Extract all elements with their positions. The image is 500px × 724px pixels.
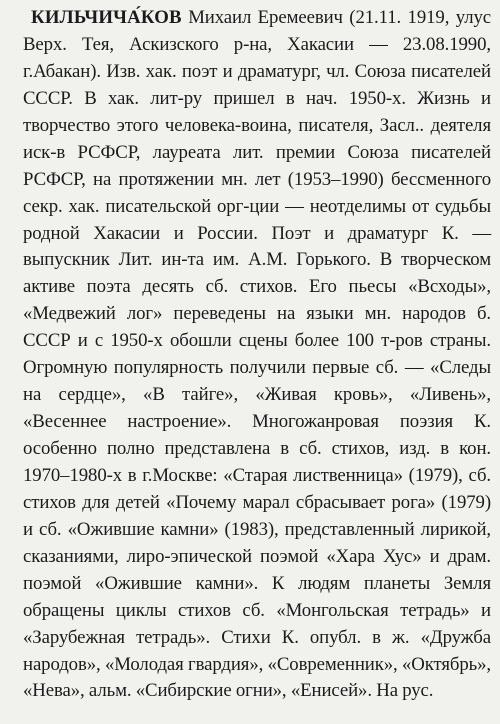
entry-headword: КИЛЬЧИЧА́КОВ bbox=[31, 7, 182, 28]
entry-body-text: Михаил Еремеевич (21.11. 1919, улус Верх. Тея, Аскизского р-на, Хакасии — 23.08.1990, г.Абакан). Изв. хак. поэт и драматург, чл. Союза писателей СССР. В хак. лит-ру пришел в нач. 1950-х. Жизнь и творчество этого человека-воина, писателя, Засл.. деятеля иск-в РСФСР, лауреата лит. премии Союза писателей РСФСР, на протяжении мн. лет (1953–1990) бессменного секр. хак. писательской орг-ции — неотделимы от судьбы родной Хакасии и России. Поэт и драматург К. — выпускник Лит. ин-та им. А.М. Горького. В творческом активе поэта десять сб. стихов. Его пьесы «Всходы», «Медвежий лог» переведены на языки мн. народов б. СССР и с 1950-х обошли сцены более 100 т-ров страны. Огромную популярность получили первые сб. — «Следы на сердце», «В тайге», «Живая кровь», «Ливень», «Весеннее настроение». Многожанровая поэзия К. особенно полно представлена в сб. стихов, изд. в кон. 1970–1980-х в г.Москве: «Старая лиственница» (1979), сб. стихов для детей «Почему марал сбрасывает рога» (1979) и сб. «Ожившие камни» (1983), представленный лирикой, сказаниями, лиро-эпической поэмой «Хара Хус» и драм. поэмой «Ожившие камни». К людям планеты Земля обращены циклы стихов сб. «Монгольская тетрадь» и «Зарубежная тетрадь». Стихи К. опубл. в ж. «Дружба народов», «Молодая гвардия», «Современник», «Октябрь», «Нева», альм. «Сибирские огни», «Енисей». На рус. bbox=[23, 7, 491, 702]
encyclopedia-entry bbox=[23, 5, 491, 705]
